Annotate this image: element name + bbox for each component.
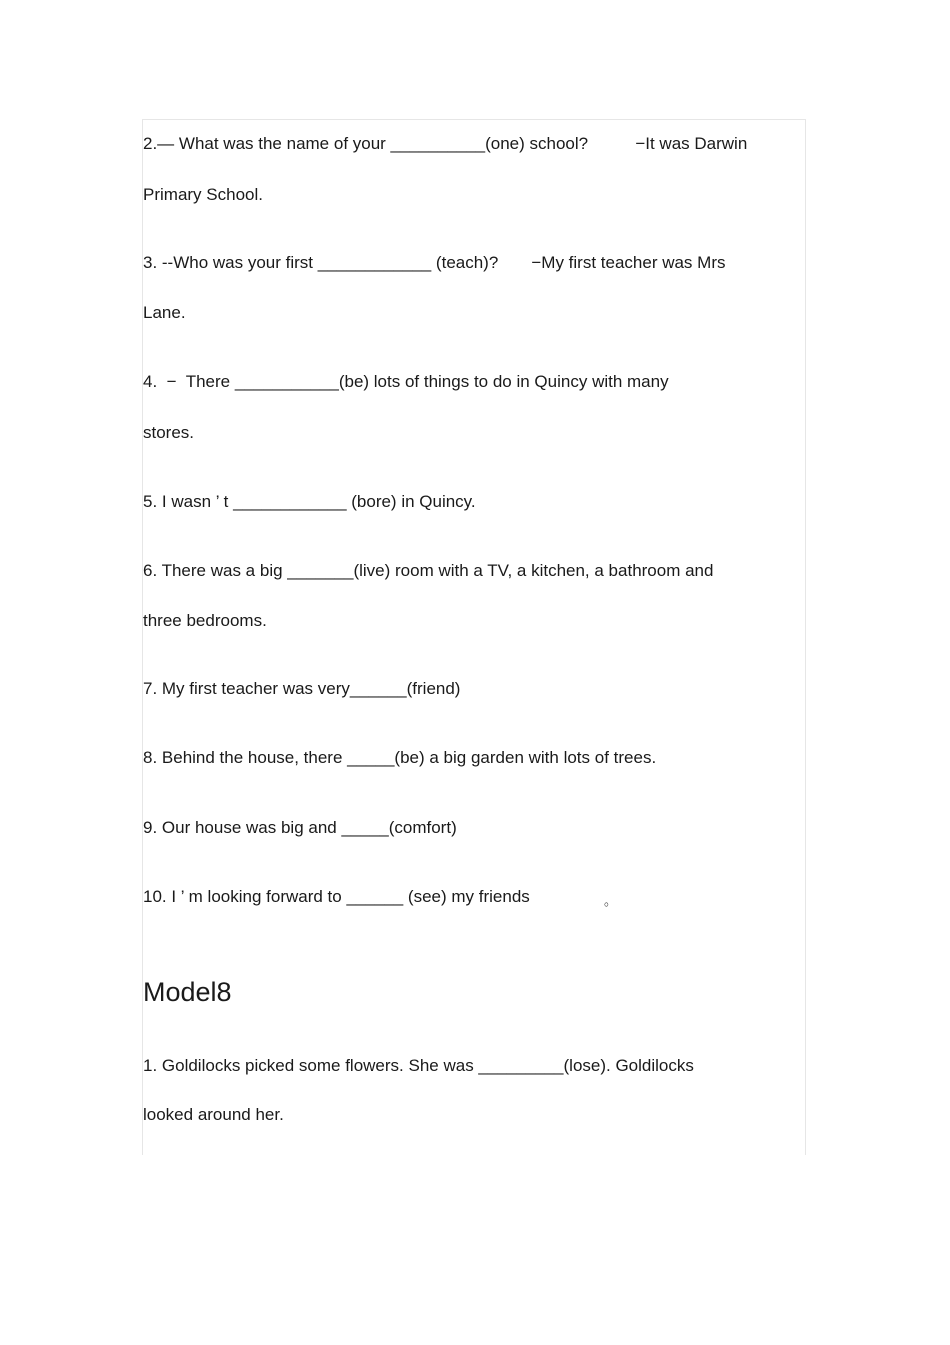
section-item-1-line-1: 1. Goldilocks picked some flowers. She was _________(lose). Goldilocks [143,1056,694,1075]
exercise-item-3-line-1: 3. --Who was your first ____________ (teach)? −My first teacher was Mrs [143,253,726,272]
exercise-item-5: 5. I wasn ’ t ____________ (bore) in Quincy. [143,492,476,511]
exercise-item-7: 7. My first teacher was very______(friend) [143,679,461,698]
exercise-item-2-line-1: 2.— What was the name of your __________(one) school? −It was Darwin [143,134,748,153]
exercise-item-6-line-1: 6. There was a big _______(live) room with a TV, a kitchen, a bathroom and [143,561,714,580]
page-frame [142,119,806,1155]
exercise-item-10: 10. I ’ m looking forward to ______ (see) my friends [143,887,530,906]
exercise-item-4-line-1: 4. − There ___________(be) lots of things to do in Quincy with many [143,372,669,391]
exercise-item-4-line-2: stores. [143,423,195,442]
exercise-item-9: 9. Our house was big and _____(comfort) [143,818,457,837]
exercise-item-2-line-2: Primary School. [143,185,263,204]
exercise-item-8: 8. Behind the house, there _____(be) a big garden with lots of trees. [143,748,657,767]
exercise-item-6-line-2: three bedrooms. [143,611,267,630]
section-heading: Model8 [143,977,232,1007]
section-item-1-line-2: looked around her. [143,1105,284,1124]
exercise-item-3-line-2: Lane. [143,303,186,322]
exercise-item-10-trailing-mark: 。 [604,893,618,908]
